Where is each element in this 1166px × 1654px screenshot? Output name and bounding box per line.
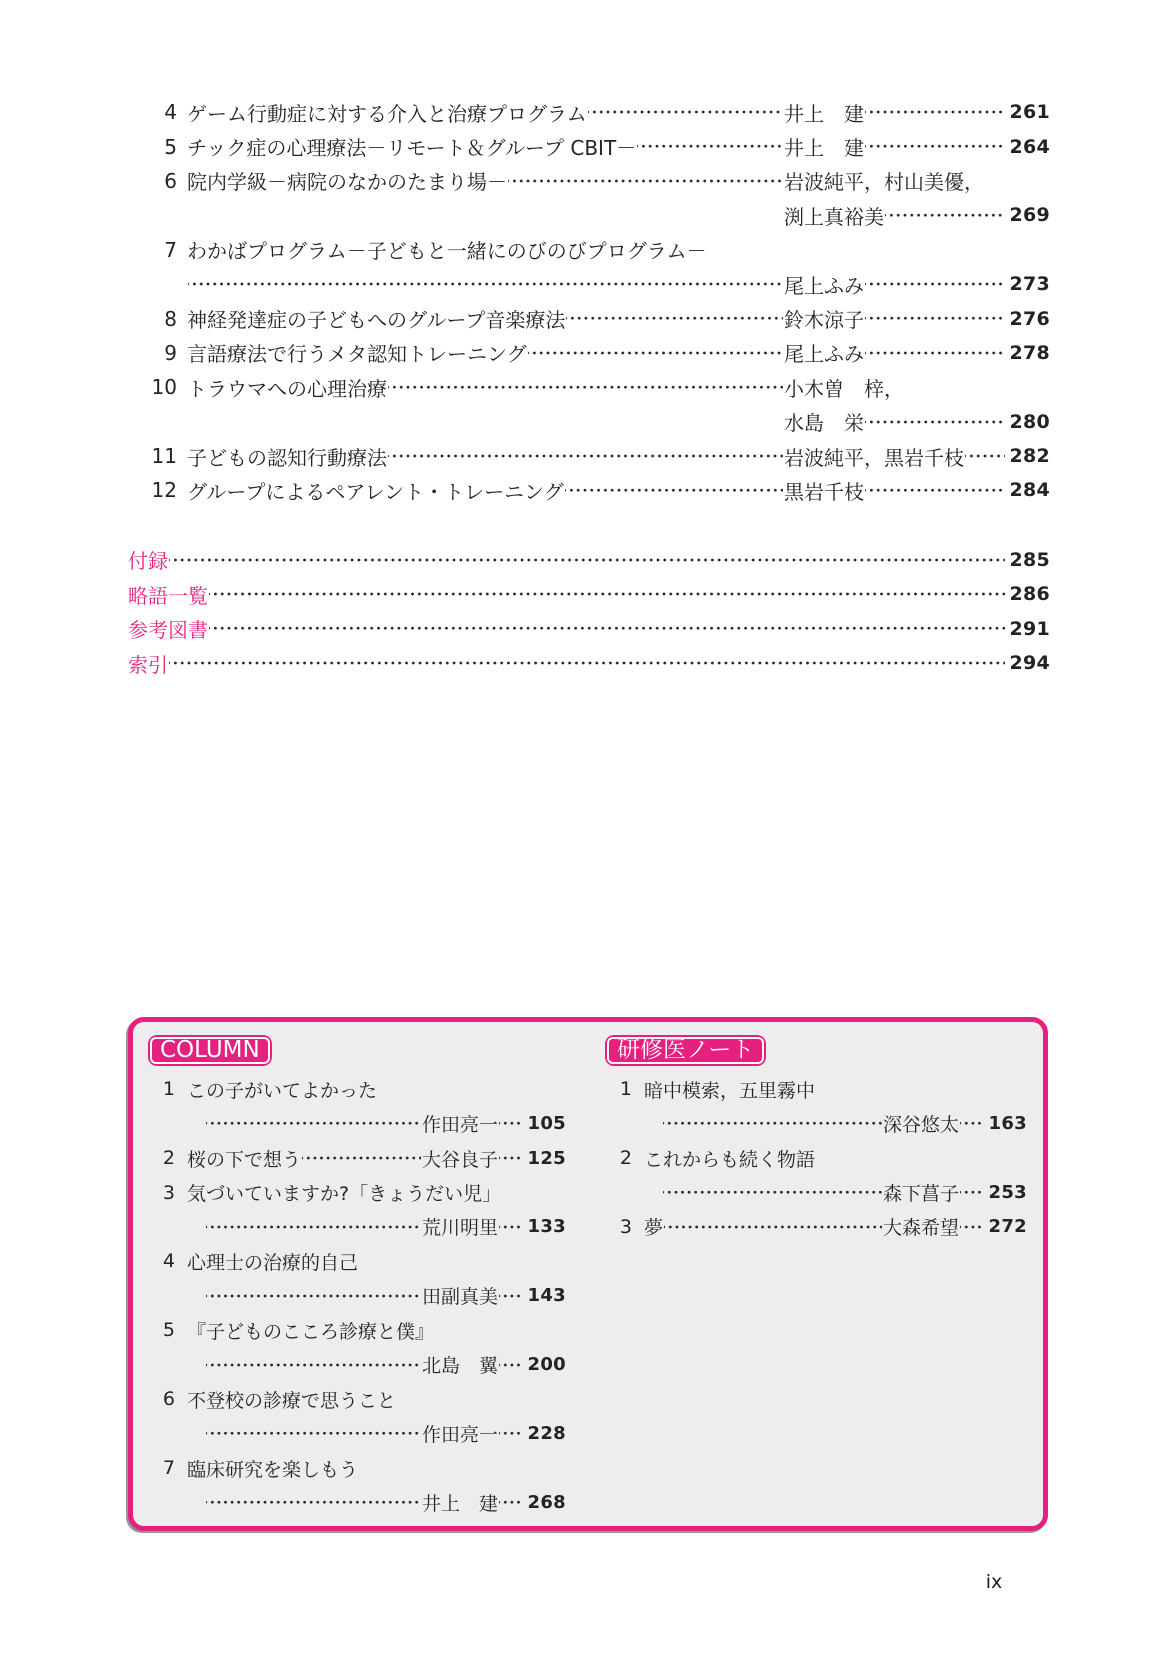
column-item-row: [148, 1279, 566, 1313]
dot-leader: [588, 95, 783, 129]
toc-author-cell: [784, 301, 1050, 335]
column-item-page: 125: [527, 1147, 566, 1169]
column-item-row: [148, 1485, 566, 1519]
column-item-number: 1: [619, 1078, 632, 1101]
toc-page-number: 284: [1009, 479, 1050, 502]
column-item-row: [605, 1072, 1027, 1106]
dot-leader: [663, 1106, 882, 1140]
column-item-row: [148, 1072, 566, 1106]
toc-author-cell: [784, 473, 1050, 507]
dot-leader: [206, 1210, 421, 1244]
toc-item-title: チック症の心理療法－リモート＆グループ CBIT－: [187, 136, 637, 161]
toc-author-cell: [784, 405, 1050, 439]
column-item-number: 1: [162, 1078, 175, 1101]
toc-row: [128, 473, 1050, 507]
toc-page-number: 286: [1009, 583, 1050, 606]
resident-note-item-list: [605, 1072, 1027, 1244]
toc-item-title: 子どもの認知行動療法: [187, 445, 387, 470]
back-matter-title: 参考図書: [128, 618, 208, 643]
toc-page-number: 282: [1009, 445, 1050, 468]
toc-author: 井上 建: [784, 101, 864, 126]
toc-row: [128, 405, 1050, 439]
dot-leader: [209, 611, 1005, 645]
toc-title-cell: [187, 95, 784, 129]
dot-leader: [209, 577, 1005, 611]
toc-title-cell: [187, 301, 784, 335]
column-item-row: [605, 1106, 1027, 1140]
toc-item-number: 12: [151, 478, 177, 503]
toc-item-number: 4: [164, 100, 177, 125]
toc-item-title: わかばプログラム－子どもと一緒にのびのびプログラム－: [187, 239, 707, 264]
toc-author: 鈴木涼子: [784, 308, 864, 333]
dot-leader: [960, 1106, 982, 1140]
column-item-title: 気づいていますか?「きょうだい児」: [187, 1183, 502, 1206]
column-item-page: 272: [988, 1216, 1027, 1238]
column-item-number: 5: [162, 1319, 175, 1342]
column-badge-label: COLUMN: [160, 1037, 260, 1063]
toc-author: 岩波純平，村山美優，: [784, 170, 984, 195]
column-item-author: 森下菖子: [882, 1183, 959, 1206]
toc-title-cell: [187, 439, 784, 473]
toc-item-title: ゲーム行動症に対する介入と治療プログラム: [187, 101, 587, 126]
column-item-row: [148, 1141, 566, 1175]
dot-leader: [388, 439, 783, 473]
dot-leader: [499, 1141, 521, 1175]
dot-leader: [206, 1416, 421, 1450]
column-item-row: [148, 1210, 566, 1244]
back-matter-title: 付録: [128, 549, 168, 574]
toc-author-cell: [784, 198, 1050, 232]
toc-row: [128, 439, 1050, 473]
dot-leader: [965, 439, 1005, 473]
back-matter-row: [128, 543, 1050, 577]
column-item-author: 大森希望: [882, 1217, 959, 1240]
column-item-page: 105: [527, 1113, 566, 1135]
dot-leader: [388, 370, 783, 404]
column-item-row: [148, 1244, 566, 1278]
toc-row: [128, 164, 1050, 198]
column-item-row: [605, 1141, 1027, 1175]
toc-author-cell: [784, 129, 1050, 163]
toc-author: 尾上ふみ: [784, 273, 864, 298]
toc-item-number: 11: [151, 444, 177, 469]
main-toc-rows: [128, 95, 1050, 508]
column-item-author: 大谷良子: [421, 1148, 498, 1171]
dot-leader: [206, 1348, 421, 1382]
toc-row: [128, 267, 1050, 301]
back-matter-title: 索引: [128, 652, 168, 677]
column-item-row: [148, 1348, 566, 1382]
toc-item-title: 神経発達症の子どもへのグループ音楽療法: [187, 308, 566, 333]
dot-leader: [663, 1175, 882, 1209]
dot-leader: [302, 1141, 421, 1175]
resident-note-badge-label: 研修医ノート: [617, 1037, 755, 1063]
column-item-title: これからも続く物語: [644, 1148, 816, 1171]
column-item-row: [148, 1313, 566, 1347]
back-matter-row: [128, 611, 1050, 645]
toc-title-cell: [187, 267, 784, 301]
toc-item-number: 6: [164, 168, 177, 193]
dot-leader: [664, 1210, 882, 1244]
column-item-row: [148, 1451, 566, 1485]
dot-leader: [499, 1485, 521, 1519]
back-matter-row: [128, 577, 1050, 611]
column-item-number: 6: [162, 1388, 175, 1411]
dot-leader: [206, 1279, 421, 1313]
column-badge: [148, 1035, 272, 1066]
dot-leader: [637, 129, 783, 163]
column-item-row: [148, 1382, 566, 1416]
toc-page-number: 273: [1009, 273, 1050, 296]
column-item-row: [148, 1106, 566, 1140]
toc-author: 尾上ふみ: [784, 342, 864, 367]
toc-item-number: 7: [164, 237, 177, 262]
toc-title-cell: [187, 235, 784, 264]
toc-author: 渕上真裕美: [784, 204, 884, 229]
toc-page-number: 264: [1009, 135, 1050, 158]
column-item-page: 133: [527, 1216, 566, 1238]
column-item-author: 作田亮一: [421, 1114, 498, 1137]
dot-leader: [885, 198, 1005, 232]
toc-page-number: 285: [1009, 548, 1050, 571]
toc-row: [128, 129, 1050, 163]
column-item-author: 荒川明里: [421, 1217, 498, 1240]
column-item-page: 268: [527, 1491, 566, 1513]
dot-leader: [188, 267, 783, 301]
column-item-title: 夢: [644, 1217, 664, 1240]
column-item-author: 深谷悠太: [882, 1114, 959, 1137]
toc-author: 岩波純平，黒岩千枝: [784, 445, 964, 470]
dot-leader: [499, 1210, 521, 1244]
dot-leader: [508, 164, 783, 198]
column-item-row: [605, 1210, 1027, 1244]
back-matter-row: [128, 646, 1050, 680]
column-item-page: 253: [988, 1182, 1027, 1204]
toc-item-number: 9: [164, 340, 177, 365]
toc-row: [128, 301, 1050, 335]
column-item-author: 作田亮一: [421, 1424, 498, 1447]
toc-page-number: 291: [1009, 617, 1050, 640]
dot-leader: [499, 1348, 521, 1382]
column-item-author: 井上 建: [421, 1492, 498, 1515]
toc-page-number: 294: [1009, 652, 1050, 675]
toc-item-title: グループによるペアレント・トレーニング: [187, 479, 564, 504]
dot-leader: [865, 405, 1005, 439]
column-item-row: [148, 1416, 566, 1450]
dot-leader: [206, 1106, 421, 1140]
toc-author-cell: [784, 166, 1050, 195]
toc-author-cell: [784, 373, 1050, 402]
section-gap: [128, 508, 1050, 543]
dot-leader: [865, 301, 1005, 335]
dot-leader: [499, 1416, 521, 1450]
toc-row: [128, 336, 1050, 370]
dot-leader: [169, 543, 1005, 577]
toc-title-cell: [187, 164, 784, 198]
toc-title-cell: [187, 473, 784, 507]
resident-note-badge: [605, 1035, 766, 1066]
dot-leader: [865, 129, 1005, 163]
dot-leader: [206, 1485, 421, 1519]
toc-page-number: 278: [1009, 341, 1050, 364]
back-matter-title: 略語一覧: [128, 583, 208, 608]
toc-row: [128, 370, 1050, 404]
column-item-page: 228: [527, 1423, 566, 1445]
dot-leader: [499, 1106, 521, 1140]
column-item-author: 田副真美: [421, 1286, 498, 1309]
column-item-title: 不登校の診療で思うこと: [187, 1389, 397, 1412]
toc-item-title: トラウマへの心理治療: [187, 376, 387, 401]
toc-title-cell: [187, 129, 784, 163]
toc-author-cell: [784, 95, 1050, 129]
toc-item-number: 8: [164, 306, 177, 331]
column-item-number: 2: [162, 1147, 175, 1170]
column-item-title: 桜の下で想う: [187, 1148, 302, 1171]
dot-leader: [528, 336, 783, 370]
dot-leader: [960, 1175, 982, 1209]
page-number: ix: [985, 1571, 1003, 1593]
toc-author-cell: [784, 439, 1050, 473]
column-item-page: 143: [527, 1285, 566, 1307]
column-item-row: [605, 1175, 1027, 1209]
toc-item-number: 5: [164, 134, 177, 159]
toc-page-number: 261: [1009, 101, 1050, 124]
column-item-title: 『子どものこころ診療と僕』: [187, 1320, 435, 1343]
column-item-page: 163: [988, 1113, 1027, 1135]
column-item-title: 臨床研究を楽しもう: [187, 1458, 359, 1481]
column-item-title: 暗中模索，五里霧中: [644, 1079, 816, 1102]
toc-item-number: 10: [151, 375, 177, 400]
dot-leader: [169, 646, 1005, 680]
toc-page-number: 276: [1009, 307, 1050, 330]
toc-row: [128, 233, 1050, 267]
column-item-row: [148, 1175, 566, 1209]
toc-page-number: 280: [1009, 410, 1050, 433]
toc-author: 水島 栄: [784, 411, 864, 436]
dot-leader: [499, 1279, 521, 1313]
toc-page-number: 269: [1009, 204, 1050, 227]
column-item-title: この子がいてよかった: [187, 1079, 378, 1102]
back-matter-rows: [128, 543, 1050, 681]
toc-author-cell: [784, 336, 1050, 370]
dot-leader: [565, 473, 783, 507]
main-toc-section: [128, 95, 1050, 680]
column-item-list: [148, 1072, 566, 1520]
toc-item-title: 言語療法で行うメタ認知トレーニング: [187, 342, 527, 367]
column-item-number: 4: [162, 1250, 175, 1273]
column-item-title: 心理士の治療的自己: [187, 1251, 359, 1274]
toc-item-title: 院内学級－病院のなかのたまり場－: [187, 170, 507, 195]
column-item-author: 北島 翼: [421, 1355, 498, 1378]
column-item-page: 200: [527, 1354, 566, 1376]
column-box: [128, 1017, 1048, 1531]
column-item-number: 3: [619, 1215, 632, 1238]
dot-leader: [865, 95, 1005, 129]
column-item-number: 3: [162, 1181, 175, 1204]
toc-row: [128, 198, 1050, 232]
toc-author-cell: [784, 267, 1050, 301]
toc-author: 黒岩千枝: [784, 479, 864, 504]
column-item-number: 7: [162, 1457, 175, 1480]
dot-leader: [865, 267, 1005, 301]
toc-title-cell: [187, 336, 784, 370]
toc-author: 井上 建: [784, 136, 864, 161]
toc-title-cell: [187, 370, 784, 404]
dot-leader: [566, 301, 783, 335]
toc-row: [128, 95, 1050, 129]
dot-leader: [960, 1210, 982, 1244]
dot-leader: [865, 336, 1005, 370]
column-item-number: 2: [619, 1147, 632, 1170]
toc-author: 小木曽 梓，: [784, 376, 904, 401]
dot-leader: [865, 473, 1005, 507]
